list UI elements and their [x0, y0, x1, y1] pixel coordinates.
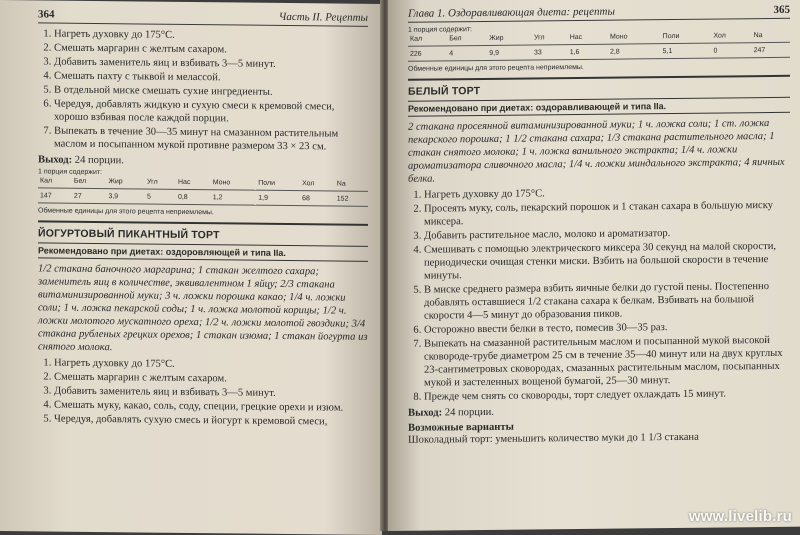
nutrition-value: 27 [72, 188, 107, 203]
step: 2. Смешать маргарин с желтым сахаром. [54, 371, 368, 387]
nutrition-header: Нас [568, 33, 608, 45]
nutrition-header: Na [335, 180, 368, 192]
nutrition-value-row [408, 42, 790, 61]
step: 3. Добавить растительное масло, молоко и ароматизатор. [424, 226, 790, 243]
running-header-right [408, 4, 790, 23]
step: 5. В отдельной миске смешать сухие ингредиенты. [54, 84, 368, 100]
yield-label: Выход: [408, 407, 443, 419]
variants-text: Шоколадный торт: уменьшить количество муки до 1 1/3 стакана [408, 431, 699, 446]
nutrition-value: 5,1 [661, 43, 712, 59]
nutrition-value: 1,6 [568, 44, 608, 59]
nutrition-caption: 1 порция содержит: [38, 168, 103, 177]
diet-label: Рекомендовано при диетах: [38, 245, 164, 257]
nutrition-header: Нас [176, 178, 211, 190]
diet-label: Рекомендовано при диетах: [408, 102, 534, 114]
nutrition-header: Жир [487, 33, 532, 45]
steps-list [408, 185, 790, 404]
nutrition-value: 147 [38, 188, 72, 203]
step: 6. Осторожно ввести белки в тесто, помесив 30—35 раз. [424, 320, 790, 337]
running-header-left [38, 8, 368, 26]
nutrition-header: Бел [447, 34, 487, 46]
step: 7. Выпекать на смазанной растительным маслом и посыпанной мукой высокой сковороде-трубе диаметром 25 см в течение 35—40 минут или на двух круглых 23-сантиметровых сковородах, смазанных растительным маслом, посыпанных мукой и застеленных вощеной бумагой, 25—30 минут. [424, 334, 790, 390]
nutrition-header: Угл [145, 178, 176, 190]
nutrition-value: 1,2 [211, 190, 257, 205]
step: 3. Добавить заменитель яиц и взбивать 3—5 минут. [54, 56, 368, 72]
running-title: Глава 1. Оздоравливающая диета: рецепты [408, 5, 615, 20]
nutrition-value: 33 [532, 45, 568, 60]
step: 7. Выпекать в течение 30—35 минут на смазанном растительным маслом и посыпанном мукой противне размером 33 × 23 см. [54, 125, 368, 154]
nutrition-header: Моно [608, 32, 661, 44]
steps-list [38, 27, 368, 153]
nutrition-note: Обменные единицы для этого рецепта неприемлемы. [408, 63, 584, 73]
nutrition-value: 2,8 [608, 44, 661, 60]
page-number: 364 [38, 8, 55, 21]
step: 1. Нагреть духовку до 175°C. [424, 185, 790, 202]
nutrition-value: 9,9 [487, 45, 532, 60]
nutrition-header: Жир [106, 177, 145, 189]
nutrition-value: 1,9 [256, 190, 300, 205]
site-watermark: www.livelib.ru [688, 508, 792, 525]
nutrition-value: 4 [447, 45, 487, 60]
step: 4. Смешать муку, какао, соль, соду, специи, грецкие орехи и изюм. [54, 399, 368, 415]
ingredients-text: 1/2 стакана баночного маргарина; 1 стакан желтого сахара; заменитель яиц в количестве, эквивалентном 1 яйцу; 2/3 стакана витаминизированной муки; 3 ч. ложки порошка какао; 1/4 ч. ложки соли; 1 ч. ложка пекарской соды; 1 ч. ложка молотой корицы; 1/2 ч. ложки молотого мускатного ореха; 1/2 ч. ложки молотой гвоздики; 3/4 стакана рубленых грецких орехов; 1 стакан изюма; 1 стакан йогурта из снятого молока. [38, 263, 368, 354]
step: 1. Нагреть духовку до 175°C. [54, 357, 368, 373]
nutrition-header: Na [752, 31, 790, 43]
nutrition-value: 226 [408, 46, 447, 61]
nutrition-value: 152 [335, 191, 368, 206]
step: 6. Чередуя, добавлять жидкую и сухую смеси к кремовой смеси, хорошо взбивая после каждой порции. [54, 98, 368, 127]
steps-list [38, 356, 368, 428]
nutrition-table [408, 31, 790, 62]
step: 2. Просеять муку, соль, пекарский порошок и 1 стакан сахара в большую миску миксера. [424, 199, 790, 229]
yield-value: 24 порции. [74, 154, 124, 167]
recipe-title: БЕЛЫЙ ТОРТ [408, 75, 790, 98]
step: 4. Смешивать с помощью электрического миксера 30 секунд на малой скорости, периодически очищая стенки миски. Взбить на большой скорости в течение минуты. [424, 240, 790, 283]
nutrition-header: Поли [256, 179, 300, 191]
variants-title: Возможные варианты [408, 421, 514, 434]
left-page [0, 0, 382, 535]
nutrition-header: Кал [408, 34, 447, 46]
nutrition-value: 3,9 [106, 189, 145, 204]
nutrition-header: Угл [532, 33, 568, 45]
diet-value: оздоровляющей и типа IIa. [165, 246, 286, 258]
yield [408, 404, 790, 419]
recipe-title: ЙОГУРТОВЫЙ ПИКАНТНЫЙ ТОРТ [38, 220, 368, 242]
nutrition-value: 5 [145, 189, 176, 204]
yield-label: Выход: [38, 154, 73, 166]
running-title: Часть II. Рецепты [278, 10, 368, 24]
step: 2. Смешать маргарин с желтым сахаром. [54, 42, 368, 58]
step: 5. В миске среднего размера взбить яичные белки до густой пены. Постепенно добавлять оставшиеся 1/2 стакана сахара к белкам. Взбивать на большой скорости 4—5 минут до образования пиков. [424, 280, 790, 323]
nutrition-value: 247 [752, 42, 790, 57]
nutrition-header: Поли [661, 32, 712, 44]
nutrition-header: Бел [72, 177, 107, 189]
nutrition-note: Обменные единицы для этого рецепта неприемлемы. [38, 207, 214, 217]
yield-value: 24 порции. [444, 406, 494, 419]
right-page [388, 0, 800, 531]
diet-recommendation [38, 242, 368, 261]
step: 4. Смешать пахту с тыквой и мелассой. [54, 70, 368, 86]
diet-value: оздоравливающей и типа IIa. [535, 101, 667, 113]
nutrition-header: Кал [38, 176, 72, 188]
nutrition-header: Хол [711, 31, 751, 43]
nutrition-table [38, 176, 368, 206]
nutrition-value: 0 [711, 43, 751, 58]
nutrition-value: 68 [300, 191, 335, 206]
ingredients-text: 2 стакана просеянной витаминизированной муки; 1 ч. ложка соли; 1 ст. ложка пекарского порошка; 1 1/2 стакана сахара; 1/3 стакана растительного масла; 1 стакан снятого молока; 1 ч. ложка ванильного экстракта; 1/4 ч. ложки ароматизатора сливочного масла; 1/4 ч. ложки миндального экстракта; 4 яичных белка. [408, 118, 785, 185]
yield [38, 154, 368, 168]
nutrition-value: 0,8 [176, 189, 211, 204]
nutrition-caption: 1 порция содержит: [408, 26, 473, 34]
nutrition-header: Хол [300, 179, 335, 191]
step: 3. Добавить заменитель яиц и взбивать 3—5 минут. [54, 385, 368, 401]
step: 1. Нагреть духовку до 175°C. [54, 28, 368, 44]
step: 5. Чередуя, добавлять сухую смесь и йогурт к кремовой смеси, [54, 413, 368, 429]
nutrition-header: Моно [211, 178, 257, 190]
diet-recommendation [408, 97, 790, 117]
step: 8. Прежде чем снять со сковороды, торт следует охлаждать 15 минут. [424, 387, 790, 404]
page-number: 365 [773, 3, 790, 16]
nutrition-value-row [38, 188, 368, 206]
